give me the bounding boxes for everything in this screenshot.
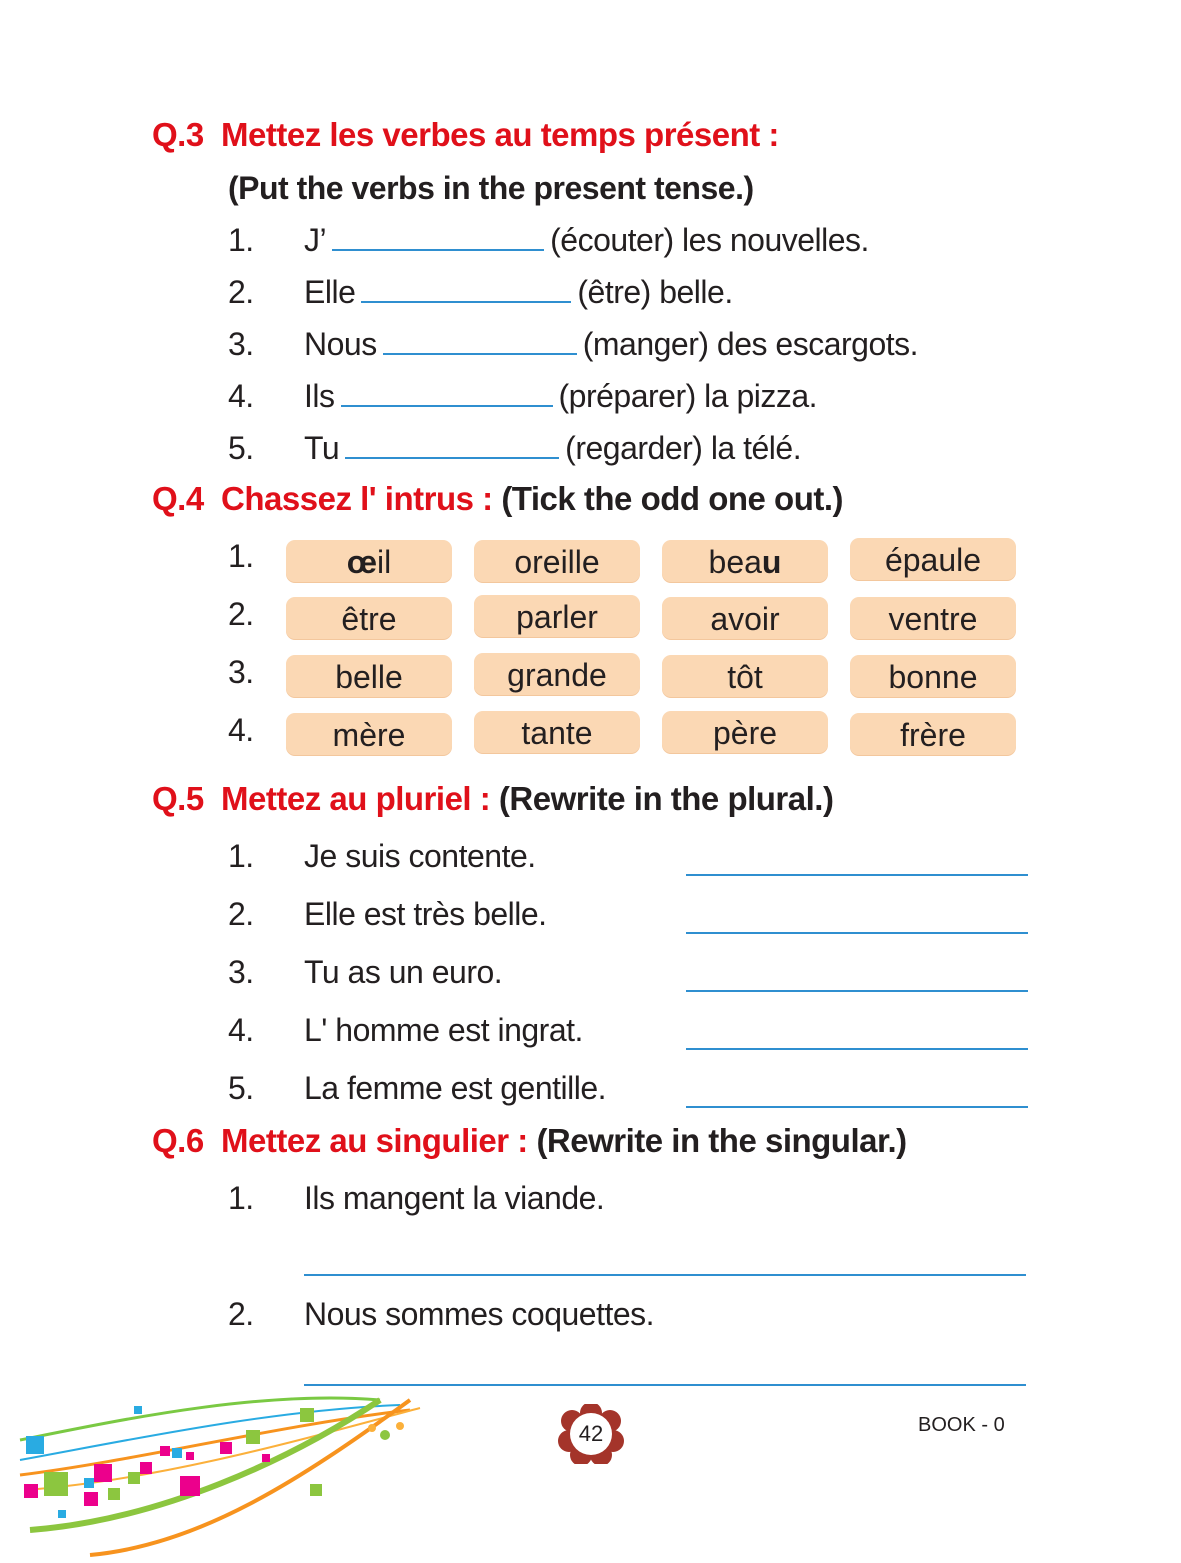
q5-item-number: 3. [228, 954, 254, 990]
odd-one-out-option[interactable]: avoir [662, 597, 828, 639]
q5-item-text: La femme est gentille. [304, 1070, 607, 1106]
q5-item-text: Elle est très belle. [304, 896, 547, 932]
q3-item-verb: (regarder) la télé. [565, 430, 802, 466]
q3-item-verb: (écouter) les nouvelles. [550, 222, 869, 258]
q3-item-number: 1. [228, 222, 254, 258]
q6-item-number: 2. [228, 1296, 254, 1332]
odd-one-out-option[interactable]: œil [286, 540, 452, 582]
q5-heading [152, 780, 833, 818]
answer-line[interactable] [686, 932, 1028, 934]
odd-one-out-option[interactable]: grande [474, 653, 640, 695]
q3-subtitle: (Put the verbs in the present tense.) [228, 170, 754, 206]
odd-one-out-option[interactable]: père [662, 711, 828, 753]
q5-item-number: 1. [228, 838, 254, 874]
page-number: 42 [578, 1421, 604, 1446]
q3-item-subject: Ils [304, 378, 335, 414]
answer-blank[interactable] [361, 275, 571, 303]
q3-item-subject: Elle [304, 274, 356, 310]
book-label: BOOK - 0 [918, 1414, 1005, 1436]
q4-heading [152, 480, 843, 518]
odd-one-out-option[interactable]: ventre [850, 597, 1016, 639]
q6-item-text: Nous sommes coquettes. [304, 1296, 655, 1332]
answer-line[interactable] [686, 990, 1028, 992]
odd-one-out-option[interactable]: tante [474, 711, 640, 753]
q3-number: Q.3 [152, 116, 204, 153]
word-bold-part: œ [346, 544, 377, 580]
q6-subtitle: (Rewrite in the singular.) [536, 1122, 907, 1159]
q5-item-number: 5. [228, 1070, 254, 1106]
q4-subtitle: (Tick the odd one out.) [501, 480, 844, 517]
odd-one-out-option[interactable]: beau [662, 540, 828, 582]
q4-number: Q.4 [152, 480, 204, 517]
q6-item-number: 1. [228, 1180, 254, 1216]
odd-one-out-option[interactable]: mère [286, 713, 452, 755]
q3-item-verb: (manger) des escargots. [582, 326, 919, 362]
q6-heading [152, 1122, 907, 1160]
q4-title: Chassez l' intrus : [221, 480, 493, 517]
odd-one-out-option[interactable]: oreille [474, 540, 640, 582]
q3-item [304, 274, 733, 311]
q5-item-number: 4. [228, 1012, 254, 1048]
q3-heading [152, 116, 779, 154]
answer-line[interactable] [686, 1048, 1028, 1050]
q3-item [304, 378, 817, 415]
odd-one-out-option[interactable]: frère [850, 713, 1016, 755]
page-number-badge [558, 1404, 624, 1464]
answer-blank[interactable] [383, 327, 577, 355]
answer-line[interactable] [686, 1106, 1028, 1108]
answer-blank[interactable] [332, 223, 544, 251]
odd-one-out-option[interactable]: tôt [662, 655, 828, 697]
q3-item [304, 430, 801, 467]
q3-title: Mettez les verbes au temps présent : [221, 116, 779, 153]
q4-row-number: 3. [228, 654, 254, 690]
q5-item-text: Tu as un euro. [304, 954, 503, 990]
answer-line[interactable] [304, 1274, 1026, 1276]
odd-one-out-option[interactable]: être [286, 597, 452, 639]
q3-item-number: 3. [228, 326, 254, 362]
q3-item [304, 326, 918, 363]
q4-row-number: 2. [228, 596, 254, 632]
q3-item [304, 222, 869, 259]
q4-row-number: 4. [228, 712, 254, 748]
q5-item-text: L' homme est ingrat. [304, 1012, 583, 1048]
q4-row-number: 1. [228, 538, 254, 574]
q5-title: Mettez au pluriel : [221, 780, 491, 817]
q5-item-number: 2. [228, 896, 254, 932]
q6-title: Mettez au singulier : [221, 1122, 528, 1159]
q3-item-subject: J’ [304, 222, 327, 258]
q3-item-number: 2. [228, 274, 254, 310]
q3-item-verb: (préparer) la pizza. [558, 378, 818, 414]
odd-one-out-option[interactable]: parler [474, 595, 640, 637]
decorative-swoosh-graphic [0, 1380, 440, 1563]
q6-number: Q.6 [152, 1122, 204, 1159]
odd-one-out-option[interactable]: bonne [850, 655, 1016, 697]
q5-number: Q.5 [152, 780, 204, 817]
word-bold-part: u [761, 544, 782, 580]
q3-item-subject: Nous [304, 326, 377, 362]
q5-item-text: Je suis contente. [304, 838, 536, 874]
q3-item-number: 4. [228, 378, 254, 414]
answer-blank[interactable] [345, 431, 559, 459]
odd-one-out-option[interactable]: épaule [850, 538, 1016, 580]
q5-subtitle: (Rewrite in the plural.) [498, 780, 834, 817]
q6-item-text: Ils mangent la viande. [304, 1180, 605, 1216]
odd-one-out-option[interactable]: belle [286, 655, 452, 697]
q3-item-verb: (être) belle. [577, 274, 733, 310]
q3-item-subject: Tu [304, 430, 340, 466]
answer-blank[interactable] [341, 379, 553, 407]
q3-item-number: 5. [228, 430, 254, 466]
answer-line[interactable] [686, 874, 1028, 876]
